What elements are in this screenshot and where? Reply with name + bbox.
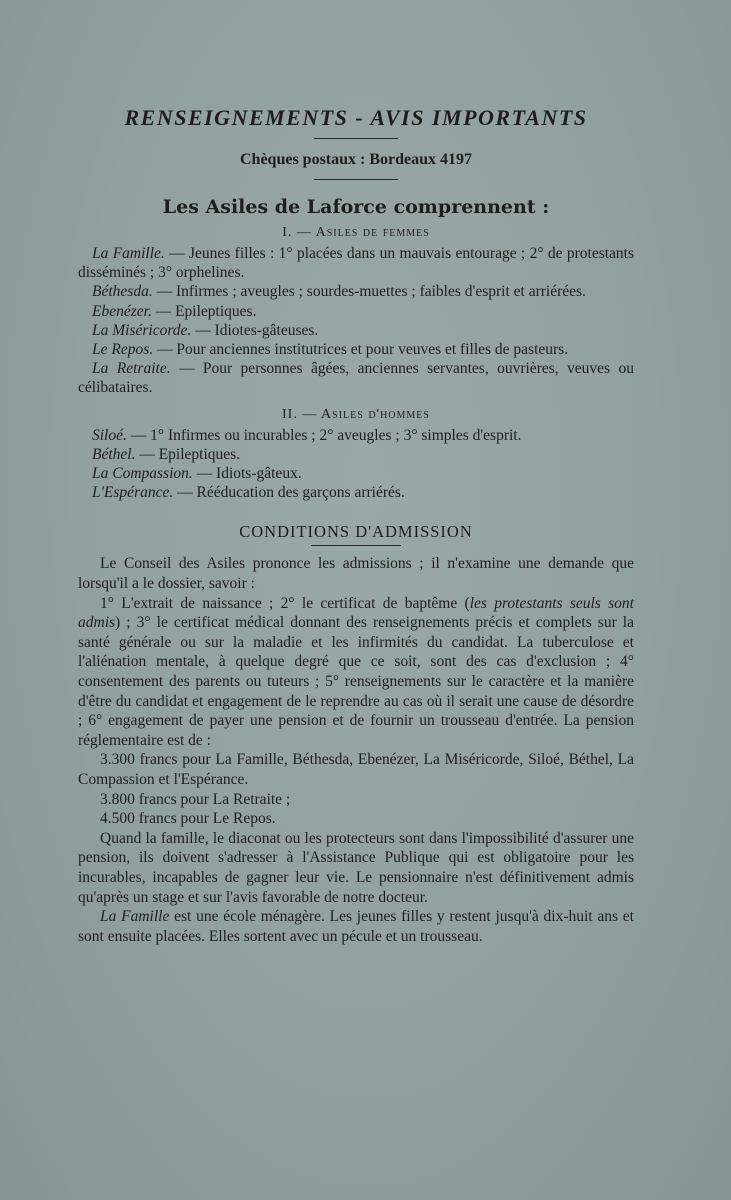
entry-text: — Pour personnes âgées, anciennes servantes, ouvrières, veuves ou célibataires.	[78, 360, 634, 397]
conditions-list-paragraph	[78, 594, 634, 751]
price-line-1: 3.300 francs pour La Famille, Béthesda, Ebenézer, La Miséricorde, Siloé, Béthel, La Compassion et l'Espérance.	[78, 751, 634, 788]
entry-la-famille	[78, 244, 634, 282]
price-line-3: 4.500 francs pour Le Repos.	[100, 810, 276, 828]
entry-bethel	[78, 445, 634, 464]
entry-la-compassion	[78, 464, 634, 483]
entry-text: — Rééducation des garçons arriérés.	[173, 484, 405, 502]
conditions-list-part-a: 1° L'extrait de naissance ; 2° le certificat de baptême (	[100, 594, 470, 612]
entry-le-repos	[78, 340, 634, 359]
title-divider	[314, 138, 398, 139]
entry-name: La Famille.	[92, 245, 165, 262]
asiles-femmes-list	[78, 244, 634, 398]
entry-text: — Pour anciennes institutrices et pour veuves et filles de pasteurs.	[153, 341, 569, 359]
price-line-2: 3.800 francs pour La Retraite ;	[100, 790, 291, 808]
entry-ebenezer	[78, 302, 634, 321]
conditions-list-part-b: ) ; 3° le certificat médical donnant des renseignements précis et complets sur la santé générale ou sur la maladie et les infirmités du candidat. La tuberculose et l'aliénation mentale, à quelque degré que ce soit, sont des cas d'exclusion ; 4° consentement des parents ou tuteurs ; 5° renseignements sur le caractère et la manière d'être du candidat et engagement de le reprendre au cas où il serait une cause de désordre ; 6° engagement de payer une pension et de fournir un trousseau d'entrée. La pension réglementaire est de :	[78, 614, 634, 749]
page-title: RENSEIGNEMENTS - AVIS IMPORTANTS	[124, 105, 588, 130]
entry-text: — Infirmes ; aveugles ; sourdes-muettes ; faibles d'esprit et arriérées.	[152, 283, 586, 301]
conditions-assistance-paragraph: Quand la famille, le diaconat ou les protecteurs sont dans l'impossibilité d'assurer une pension, ils doivent s'adresser à l'Assistance Publique qui est obligatoire pour les incurables, incapables de gagner leur vie. Le pensionnaire n'est définitivement admis qu'après un stage et sur l'avis favorable de notre docteur.	[78, 829, 634, 906]
entry-bethesda	[78, 282, 634, 301]
asiles-heading: Les Asiles de Laforce comprennent :	[162, 196, 550, 218]
conditions-famille-paragraph	[78, 907, 634, 946]
entry-name: Siloé.	[92, 426, 127, 444]
entry-text: — Idiots-gâteux.	[192, 465, 302, 483]
conditions-intro: Le Conseil des Asiles prononce les admissions ; il n'examine une demande que lorsqu'il a le dossier, savoir :	[78, 555, 634, 593]
entry-text: — Epileptiques.	[135, 445, 241, 463]
asiles-femmes-title: I. — Asiles de femmes	[282, 225, 430, 240]
conditions-body	[78, 554, 634, 946]
famille-name: La Famille	[100, 908, 170, 926]
conditions-list-italic: les protestants seuls sont admis	[78, 594, 634, 632]
entry-text: — 1° Infirmes ou incurables ; 2° aveugles ; 3° simples d'esprit.	[126, 426, 522, 444]
entry-name: La Miséricorde.	[92, 321, 192, 339]
entry-text: — Idiotes-gâteuses.	[191, 321, 319, 339]
entry-esperance	[78, 483, 634, 502]
entry-siloe	[78, 426, 634, 445]
entry-text: — Epileptiques.	[151, 302, 257, 320]
asiles-hommes-title: II. — Asiles d'hommes	[282, 406, 430, 422]
entry-name: La Compassion.	[92, 465, 193, 483]
conditions-title: CONDITIONS D'ADMISSION	[239, 522, 473, 542]
page-content	[78, 98, 634, 946]
famille-text: est une école ménagère. Les jeunes filles y restent jusqu'à dix-huit ans et sont ensuite placées. Elles sortent avec un pécule et un trousseau.	[78, 908, 634, 945]
entry-name: Ebenézer.	[92, 302, 152, 320]
entry-name: L'Espérance.	[92, 484, 174, 502]
asiles-hommes-list	[78, 426, 634, 503]
cheques-postaux: Chèques postaux : Bordeaux 4197	[239, 151, 473, 168]
entry-name: Le Repos.	[92, 341, 154, 359]
entry-name: Béthel.	[92, 445, 136, 463]
entry-la-retraite	[78, 359, 634, 397]
entry-text: — Jeunes filles : 1° placées dans un mauvais entourage ; 2° de protestants disséminés ; 3° orphelines.	[78, 245, 634, 282]
entry-name: La Retraite.	[92, 360, 171, 378]
cheques-divider	[314, 179, 398, 180]
entry-misericorde	[78, 321, 634, 340]
entry-name: Béthesda.	[92, 283, 153, 301]
